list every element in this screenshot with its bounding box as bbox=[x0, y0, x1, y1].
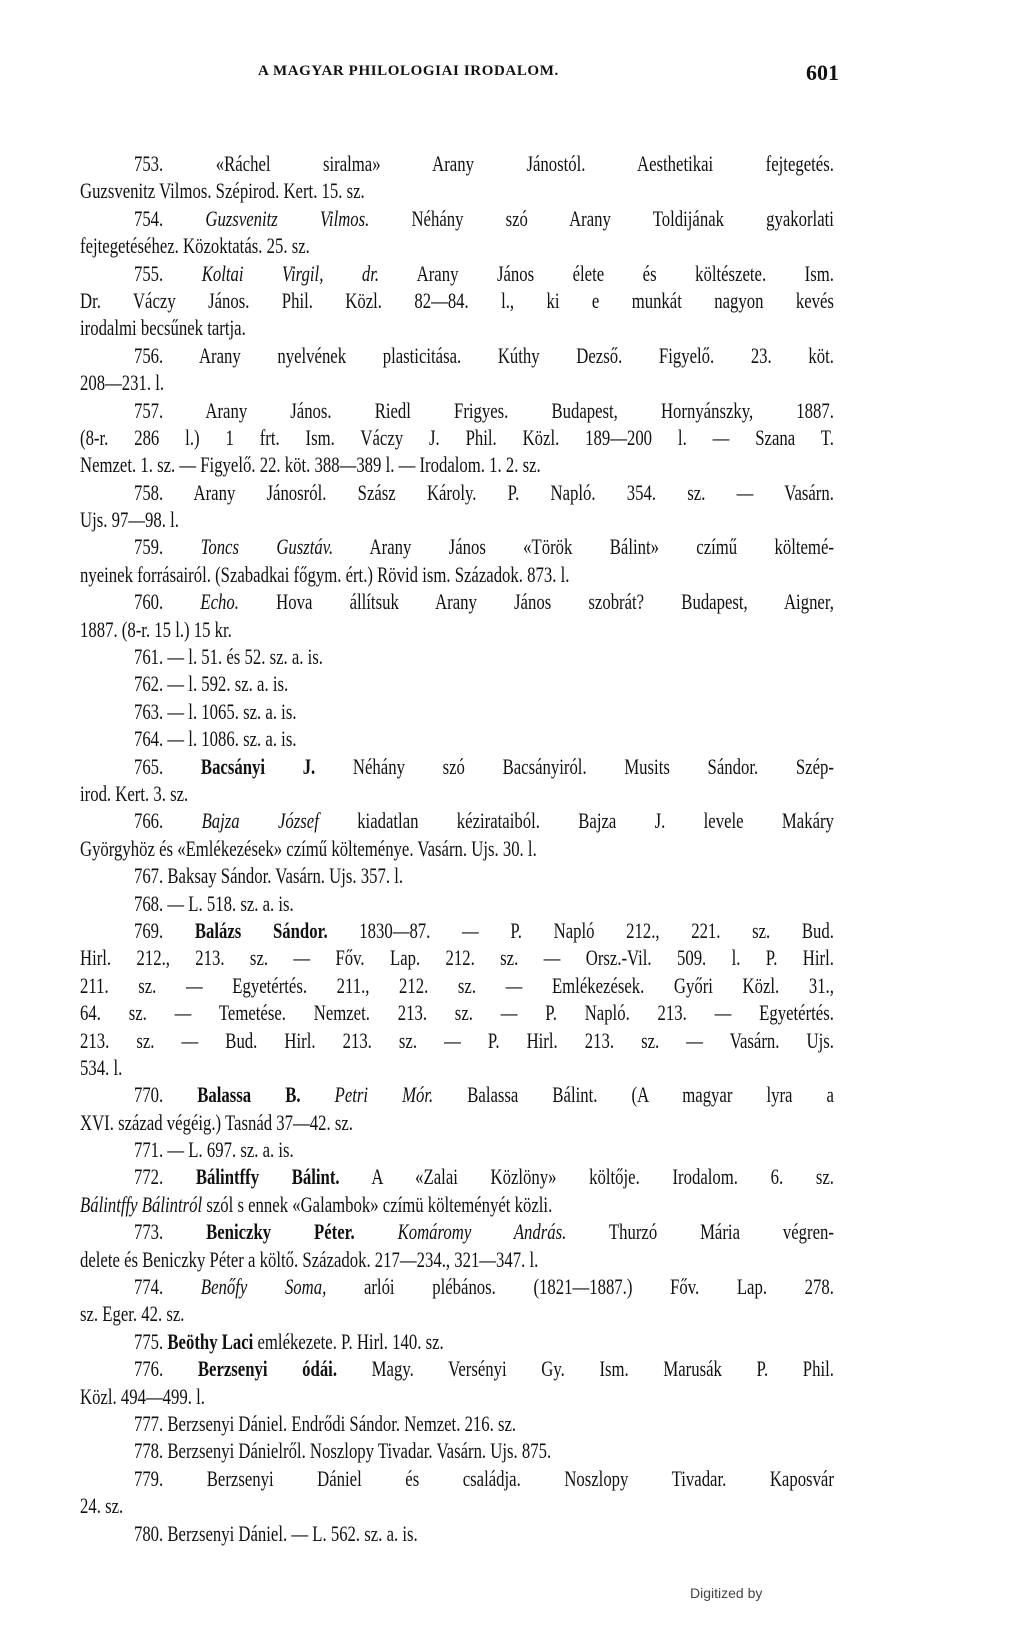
entry-text: emlékezete. P. Hirl. 140. sz. bbox=[253, 1328, 444, 1354]
entry-text: Györgyhöz és «Emlékezések» czímű költeménye. Vasárn. Ujs. 30. l. bbox=[80, 835, 537, 861]
entry-italic-author: Guzsvenitz Vilmos. bbox=[205, 205, 370, 231]
entry-line bbox=[80, 533, 834, 560]
entry-text: Dr. Váczy János. Phil. Közl. 82—84. l., ki e munkát nagyon kevés bbox=[80, 287, 834, 313]
entry-line bbox=[80, 1520, 834, 1547]
entry-line bbox=[80, 369, 834, 396]
entry-text: A «Zalai Közlöny» költője. Irodalom. 6. sz. bbox=[339, 1164, 834, 1190]
bibliography-entry bbox=[80, 1328, 834, 1355]
entry-line bbox=[80, 1027, 834, 1054]
entry-text: 774. bbox=[133, 1274, 201, 1300]
entry-bold-heading: Berzsenyi ódái. bbox=[197, 1356, 338, 1382]
entry-line bbox=[80, 1437, 834, 1464]
entry-line bbox=[80, 1492, 834, 1519]
entry-text: Magy. Versényi Gy. Ism. Marusák P. Phil. bbox=[337, 1356, 834, 1382]
entry-text: 779. Berzsenyi Dániel és családja. Noszlopy Tivadar. Kaposvár bbox=[133, 1465, 834, 1491]
entry-text: Közl. 494—499. l. bbox=[80, 1383, 205, 1409]
entry-text: fejtegetéséhez. Közoktatás. 25. sz. bbox=[80, 233, 310, 259]
bibliography-entries bbox=[80, 150, 834, 1547]
entry-line bbox=[80, 177, 834, 204]
entry-italic-author: Benőfy Soma, bbox=[200, 1274, 327, 1300]
entry-text: 766. bbox=[133, 808, 202, 834]
entry-text: 761. — l. 51. és 52. sz. a. is. bbox=[133, 644, 323, 670]
entry-line bbox=[80, 1383, 834, 1410]
entry-text: Guzsvenitz Vilmos. Szépirod. Kert. 15. sz. bbox=[80, 178, 365, 204]
entry-line bbox=[80, 807, 834, 834]
entry-line bbox=[80, 1163, 834, 1190]
entry-line bbox=[80, 205, 834, 232]
entry-line bbox=[80, 698, 834, 725]
entry-text: 762. — l. 592. sz. a. is. bbox=[133, 671, 289, 697]
entry-bold-heading: Bálintffy Bálint. bbox=[195, 1164, 340, 1190]
entry-text: 753. «Ráchel siralma» Arany Jánostól. Aesthetikai fejtegetés. bbox=[133, 151, 834, 176]
bibliography-entry bbox=[80, 1081, 834, 1136]
entry-bold-heading: Beniczky Péter. bbox=[206, 1219, 355, 1245]
entry-line bbox=[80, 1054, 834, 1081]
bibliography-entry bbox=[80, 862, 834, 889]
entry-text: delete és Beniczky Péter a költő. Századok. 217—234., 321—347. l. bbox=[80, 1246, 539, 1272]
entry-line bbox=[80, 451, 834, 478]
entry-line bbox=[80, 588, 834, 615]
entry-text: Néhány szó Arany Toldijának gyakorlati bbox=[369, 205, 834, 231]
entry-text: 764. — l. 1086. sz. a. is. bbox=[133, 726, 297, 752]
entry-text: 213. sz. — Bud. Hirl. 213. sz. — P. Hirl. 213. sz. — Vasárn. Ujs. bbox=[80, 1027, 834, 1053]
entry-line bbox=[80, 1465, 834, 1492]
entry-line bbox=[80, 506, 834, 533]
bibliography-entry bbox=[80, 890, 834, 917]
entry-bold-heading: Beöthy Laci bbox=[167, 1328, 254, 1354]
entry-text: Nemzet. 1. sz. — Figyelő. 22. köt. 388—389 l. — Irodalom. 1. 2. sz. bbox=[80, 452, 541, 478]
bibliography-entry bbox=[80, 917, 834, 1081]
entry-line bbox=[80, 917, 834, 944]
entry-line bbox=[80, 150, 834, 177]
entry-line bbox=[80, 944, 834, 971]
bibliography-entry bbox=[80, 342, 834, 397]
entry-text: 757. Arany János. Riedl Frigyes. Budapest, Hornyánszky, 1887. bbox=[133, 397, 834, 423]
entry-line bbox=[80, 232, 834, 259]
entry-line bbox=[80, 670, 834, 697]
entry-text: 780. Berzsenyi Dániel. — L. 562. sz. a. is. bbox=[133, 1520, 418, 1546]
entry-text: 759. bbox=[133, 534, 201, 560]
entry-text: 771. — L. 697. sz. a. is. bbox=[133, 1137, 294, 1163]
entry-italic-author: Komáromy András. bbox=[397, 1219, 567, 1245]
entry-text: 775. bbox=[133, 1328, 168, 1354]
entry-line bbox=[80, 1218, 834, 1245]
bibliography-entry bbox=[80, 643, 834, 670]
bibliography-entry bbox=[80, 1218, 834, 1273]
entry-line bbox=[80, 835, 834, 862]
bibliography-entry bbox=[80, 588, 834, 643]
running-title: A MAGYAR PHILOLOGIAI IRODALOM. bbox=[258, 63, 559, 79]
entry-text: Hirl. 212., 213. sz. — Főv. Lap. 212. sz. — Orsz.-Vil. 509. l. P. Hirl. bbox=[80, 945, 834, 971]
entry-text: 754. bbox=[133, 205, 206, 231]
entry-line bbox=[80, 753, 834, 780]
entry-text: Néhány szó Bacsányiról. Musits Sándor. Szép- bbox=[315, 753, 834, 779]
entry-text: 777. Berzsenyi Dániel. Endrődi Sándor. Nemzet. 216. sz. bbox=[133, 1410, 517, 1436]
entry-line bbox=[80, 1300, 834, 1327]
entry-line bbox=[80, 972, 834, 999]
entry-text: 770. bbox=[133, 1082, 198, 1108]
bibliography-entry bbox=[80, 753, 834, 808]
bibliography-entry bbox=[80, 150, 834, 205]
entry-line bbox=[80, 616, 834, 643]
entry-text: 208—231. l. bbox=[80, 370, 165, 396]
entry-bold-heading: Balassa B. bbox=[197, 1082, 301, 1108]
entry-text: XVI. század végéig.) Tasnád 37—42. sz. bbox=[80, 1109, 353, 1135]
entry-line bbox=[80, 479, 834, 506]
bibliography-entry bbox=[80, 1520, 834, 1547]
entry-text: 24. sz. bbox=[80, 1493, 124, 1519]
entry-text: (8-r. 286 l.) 1 frt. Ism. Váczy J. Phil. Közl. 189—200 l. — Szana T. bbox=[80, 424, 834, 450]
entry-text: 758. Arany Jánosról. Szász Károly. P. Napló. 354. sz. — Vasárn. bbox=[133, 479, 834, 505]
entry-line bbox=[80, 1136, 834, 1163]
entry-text: 755. bbox=[133, 260, 202, 286]
entry-text: kiadatlan kézirataiból. Bajza J. levele Makáry bbox=[318, 808, 834, 834]
entry-italic-author: Echo. bbox=[200, 589, 239, 615]
bibliography-entry bbox=[80, 698, 834, 725]
entry-text: szól s ennek «Galambok» czímü költeményét közli. bbox=[202, 1191, 553, 1217]
entry-text: 767. Baksay Sándor. Vasárn. Ujs. 357. l. bbox=[133, 863, 404, 889]
entry-line bbox=[80, 1109, 834, 1136]
entry-text: Arany János «Török Bálint» czímű költemé- bbox=[333, 534, 834, 560]
entry-text: Balassa Bálint. (A magyar lyra a bbox=[433, 1082, 834, 1108]
entry-text: 760. bbox=[133, 589, 201, 615]
entry-line bbox=[80, 1246, 834, 1273]
entry-text: 763. — l. 1065. sz. a. is. bbox=[133, 698, 297, 724]
entry-line bbox=[80, 287, 834, 314]
entry-text: sz. Eger. 42. sz. bbox=[80, 1301, 185, 1327]
bibliography-entry bbox=[80, 479, 834, 534]
bibliography-entry bbox=[80, 807, 834, 862]
entry-text: 778. Berzsenyi Dánielről. Noszlopy Tivadar. Vasárn. Ujs. 875. bbox=[133, 1438, 552, 1464]
bibliography-entry bbox=[80, 1273, 834, 1328]
entry-text: Hova állítsuk Arany János szobrát? Budapest, Aigner, bbox=[238, 589, 834, 615]
digitized-by-watermark: Digitized by bbox=[690, 1585, 763, 1601]
entry-bold-heading: Bacsányi J. bbox=[200, 753, 316, 779]
bibliography-entry bbox=[80, 1163, 834, 1218]
entry-text: 769. bbox=[133, 917, 195, 943]
entry-text bbox=[355, 1219, 398, 1244]
entry-line bbox=[80, 561, 834, 588]
entry-text bbox=[301, 1082, 335, 1107]
entry-italic-author: Bálintffy Bálintról bbox=[80, 1191, 203, 1217]
entry-line bbox=[80, 780, 834, 807]
entry-italic-author: Toncs Gusztáv. bbox=[200, 534, 334, 560]
bibliography-entry bbox=[80, 670, 834, 697]
entry-italic-author: Bajza József bbox=[201, 808, 319, 834]
entry-line bbox=[80, 314, 834, 341]
entry-line bbox=[80, 862, 834, 889]
entry-text: irod. Kert. 3. sz. bbox=[80, 780, 189, 806]
entry-text: 768. — L. 518. sz. a. is. bbox=[133, 890, 294, 916]
bibliography-entry bbox=[80, 205, 834, 260]
entry-text: 1830—87. — P. Napló 212., 221. sz. Bud. bbox=[327, 917, 834, 943]
entry-line bbox=[80, 1410, 834, 1437]
entry-line bbox=[80, 342, 834, 369]
entry-italic-author: Koltai Virgil, dr. bbox=[201, 260, 380, 286]
bibliography-entry bbox=[80, 1410, 834, 1437]
entry-bold-heading: Balázs Sándor. bbox=[194, 917, 328, 943]
bibliography-entry bbox=[80, 1465, 834, 1520]
entry-line bbox=[80, 260, 834, 287]
entry-text: arlói plébános. (1821—1887.) Főv. Lap. 278. bbox=[326, 1274, 834, 1300]
page-number: 601 bbox=[806, 60, 839, 85]
entry-line bbox=[80, 890, 834, 917]
bibliography-entry bbox=[80, 260, 834, 342]
entry-text: nyeinek forrásairól. (Szabadkai főgym. ért.) Rövid ism. Századok. 873. l. bbox=[80, 561, 570, 587]
bibliography-entry bbox=[80, 533, 834, 588]
entry-line bbox=[80, 1273, 834, 1300]
bibliography-entry bbox=[80, 1437, 834, 1464]
entry-line bbox=[80, 999, 834, 1026]
entry-line bbox=[80, 643, 834, 670]
entry-text: 64. sz. — Temetése. Nemzet. 213. sz. — P. Napló. 213. — Egyetértés. bbox=[80, 1000, 834, 1026]
entry-text: irodalmi becsűnek tartja. bbox=[80, 315, 246, 341]
entry-line bbox=[80, 1191, 834, 1218]
entry-text: 765. bbox=[133, 753, 201, 779]
entry-text: 534. l. bbox=[80, 1054, 123, 1080]
entry-text: 772. bbox=[133, 1164, 196, 1190]
entry-text: 211. sz. — Egyetértés. 211., 212. sz. — Emlékezések. Győri Közl. 31., bbox=[80, 972, 834, 998]
running-header bbox=[0, 60, 1024, 89]
entry-text: 773. bbox=[133, 1219, 207, 1245]
entry-line bbox=[80, 1328, 834, 1355]
entry-italic-author: Petri Mór. bbox=[334, 1082, 434, 1108]
entry-line bbox=[80, 1355, 834, 1382]
entry-line bbox=[80, 1081, 834, 1108]
entry-text: Thurzó Mária végren- bbox=[566, 1219, 834, 1245]
entry-text: Arany János élete és költészete. Ism. bbox=[379, 260, 834, 286]
bibliography-entry bbox=[80, 1355, 834, 1410]
bibliography-entry bbox=[80, 725, 834, 752]
entry-line bbox=[80, 397, 834, 424]
bibliography-entry bbox=[80, 397, 834, 479]
entry-text: 776. bbox=[133, 1356, 198, 1382]
entry-text: 756. Arany nyelvének plasticitása. Kúthy Dezső. Figyelő. 23. köt. bbox=[133, 342, 834, 368]
entry-line bbox=[80, 424, 834, 451]
entry-line bbox=[80, 725, 834, 752]
bibliography-entry bbox=[80, 1136, 834, 1163]
entry-text: 1887. (8-r. 15 l.) 15 kr. bbox=[80, 616, 232, 642]
entry-text: Ujs. 97—98. l. bbox=[80, 507, 179, 533]
